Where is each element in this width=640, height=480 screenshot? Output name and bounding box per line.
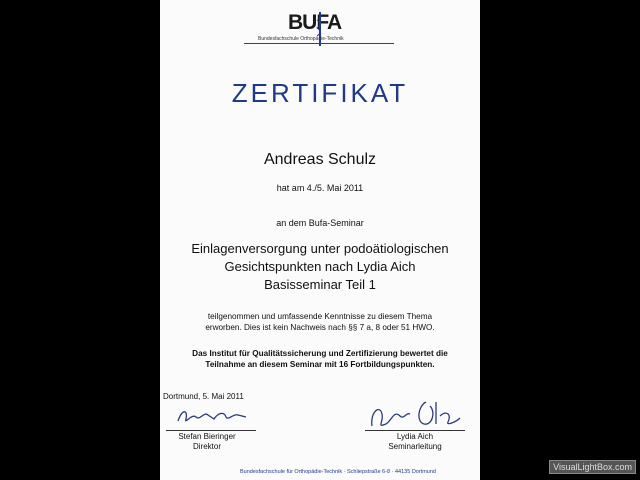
signer-left-role: Direktor bbox=[192, 442, 221, 451]
watermark-link[interactable]: VisualLightBox.com bbox=[549, 460, 636, 474]
place-date: Dortmund, 5. Mai 2011 bbox=[163, 392, 244, 401]
date-line: hat am 4./5. Mai 2011 bbox=[276, 183, 364, 193]
body-text-line-1: teilgenommen und umfassende Kenntnisse zu diesem Thema bbox=[207, 312, 433, 321]
signer-right-role: Seminarleitung bbox=[388, 442, 442, 451]
certificate-document bbox=[160, 0, 480, 480]
institute-text-line-2: Teilnahme an diesem Seminar mit 16 Fortbildungspunkten. bbox=[205, 360, 435, 369]
signature-right-icon bbox=[366, 394, 466, 434]
signer-right-name: Lydia Aich bbox=[396, 432, 434, 441]
signer-left-name: Stefan Bieringer bbox=[178, 432, 236, 441]
signature-line-right bbox=[365, 430, 465, 431]
course-title-line-1: Einlagenversorgung unter podoätiologischen bbox=[191, 241, 449, 256]
footer-address: Bundesfachschule für Orthopädie-Technik · Schliepstraße 6-8 · 44135 Dortmund bbox=[240, 469, 436, 475]
logo-divider bbox=[244, 43, 394, 44]
course-title-line-2: Gesichtspunkten nach Lydia Aich bbox=[224, 259, 416, 274]
course-title-line-3: Basisseminar Teil 1 bbox=[264, 277, 376, 292]
signature-left-icon bbox=[174, 405, 254, 427]
body-text-line-2: erworben. Dies ist kein Nachweis nach §§ 7 a, 8 oder 51 HWO. bbox=[205, 323, 435, 332]
institute-text-line-1: Das Institut für Qualitätssicherung und Zertifizierung bewertet die bbox=[192, 349, 448, 358]
seminar-intro: an dem Bufa-Seminar bbox=[276, 218, 364, 228]
signature-line-left bbox=[166, 430, 256, 431]
certificate-title: ZERTIFIKAT bbox=[231, 78, 409, 108]
recipient-name: Andreas Schulz bbox=[263, 151, 377, 168]
logo-text: BUFA bbox=[288, 11, 342, 34]
bufa-logo bbox=[244, 10, 394, 50]
logo-subtitle: Bundesfachschule Orthopädie-Technik bbox=[258, 36, 344, 42]
